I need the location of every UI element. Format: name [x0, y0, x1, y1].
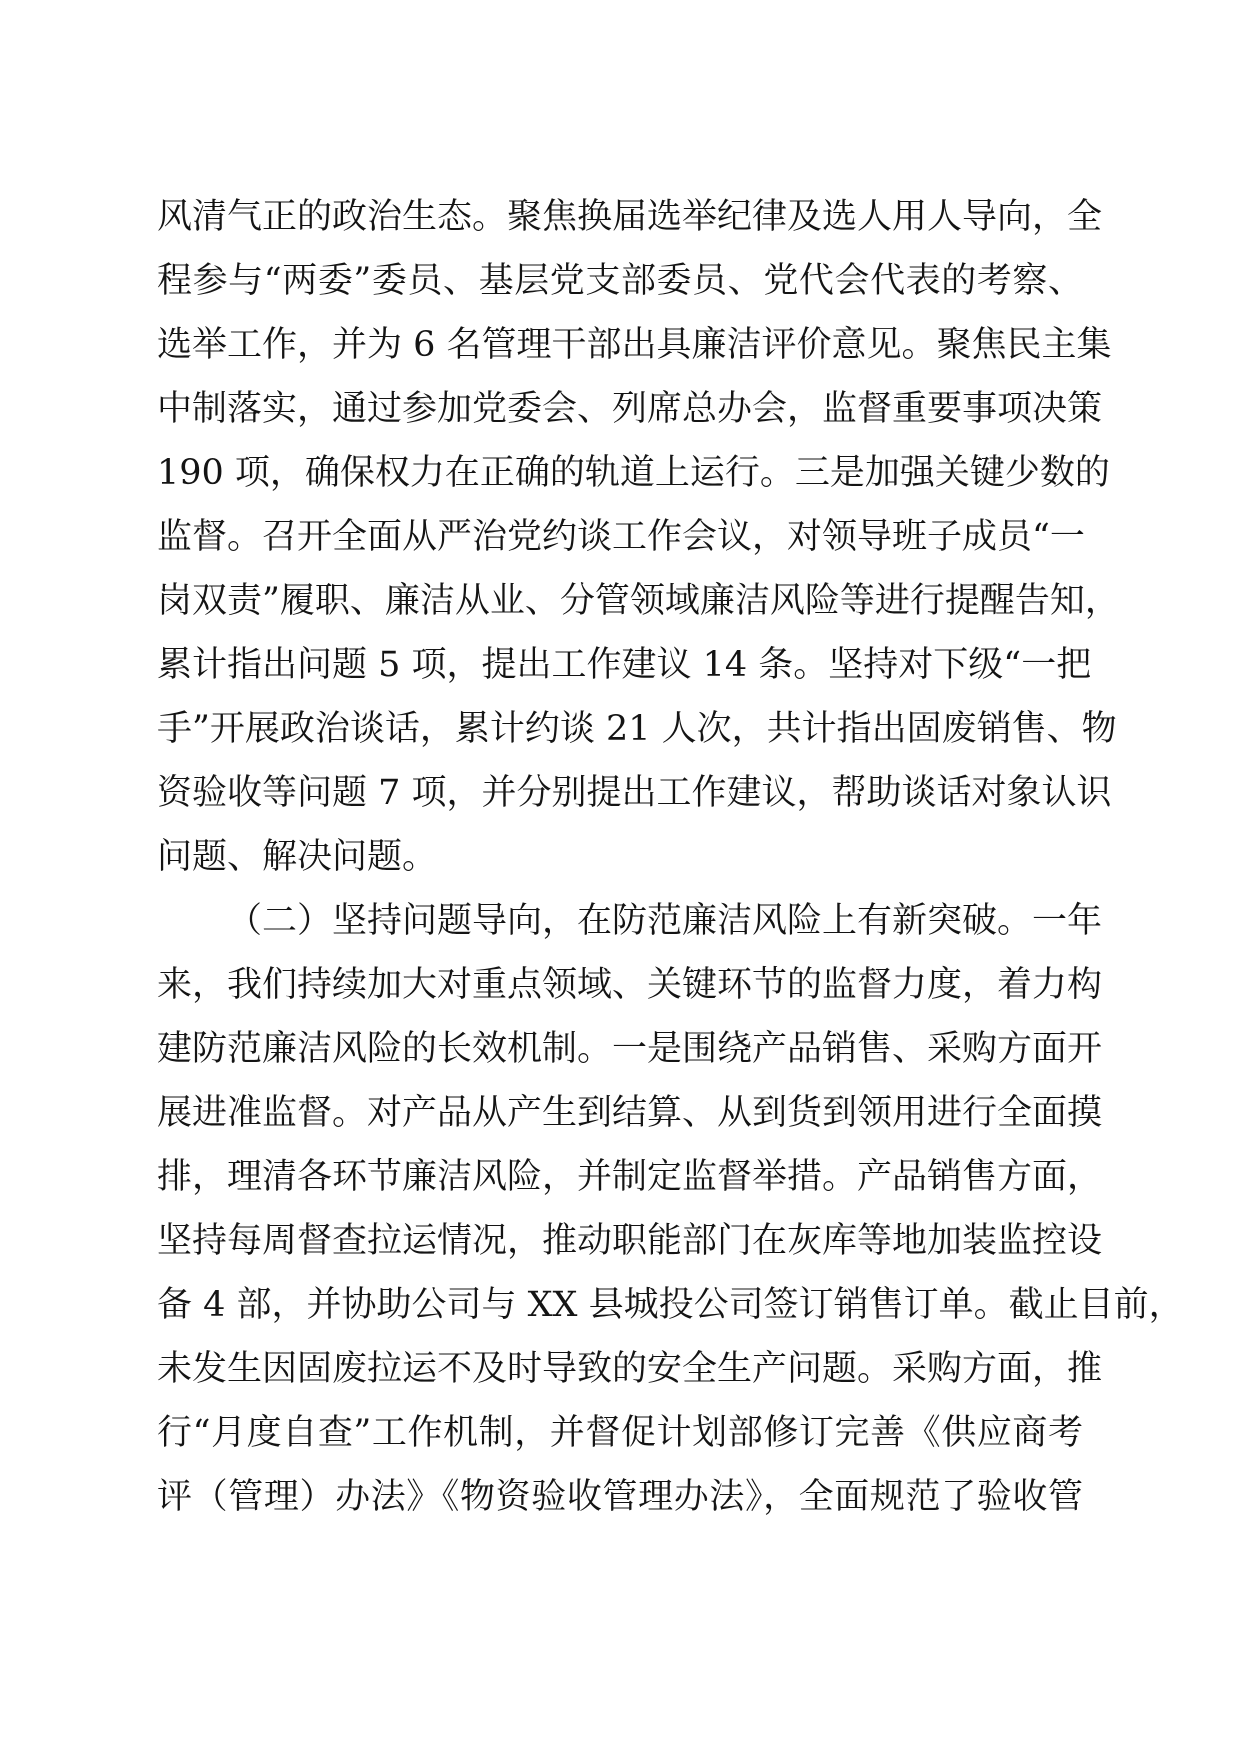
text-line: 坚持每周督查拉运情况，推动职能部门在灰库等地加装监控设	[157, 1221, 1103, 1261]
text-line: 来，我们持续加大对重点领域、关键环节的监督力度，着力构	[157, 965, 1103, 1005]
text-line: 展进准监督。对产品从产生到结算、从到货到领用进行全面摸	[157, 1093, 1103, 1133]
text-line: 评（管理）办法》《物资验收管理办法》，全面规范了验收管	[157, 1477, 1083, 1517]
text-line: 资验收等问题 7 项，并分别提出工作建议，帮助谈话对象认识	[157, 773, 1112, 813]
text-line: 排，理清各环节廉洁风险，并制定监督举措。产品销售方面，	[157, 1157, 1103, 1197]
body-text	[157, 185, 1184, 1529]
text-line: 选举工作，并为 6 名管理干部出具廉洁评价意见。聚焦民主集	[157, 325, 1112, 365]
text-line: 中制落实，通过参加党委会、列席总办会，监督重要事项决策	[157, 389, 1103, 429]
text-line: 建防范廉洁风险的长效机制。一是围绕产品销售、采购方面开	[157, 1029, 1103, 1069]
text-line: 程参与“两委”委员、基层党支部委员、党代会代表的考察、	[157, 261, 1083, 301]
text-line: 岗双责”履职、廉洁从业、分管领域廉洁风险等进行提醒告知，	[157, 581, 1120, 621]
text-line: 风清气正的政治生态。聚焦换届选举纪律及选人用人导向，全	[157, 197, 1103, 237]
text-line: 190 项，确保权力在正确的轨道上运行。三是加强关键少数的	[157, 453, 1110, 493]
text-line: 行“月度自查”工作机制，并督促计划部修订完善《供应商考	[157, 1413, 1083, 1453]
text-line: 未发生因固废拉运不及时导致的安全生产问题。采购方面，推	[157, 1349, 1103, 1389]
text-line: 手”开展政治谈话，累计约谈 21 人次，共计指出固废销售、物	[157, 709, 1117, 749]
text-line: 监督。召开全面从严治党约谈工作会议，对领导班子成员“一	[157, 517, 1085, 557]
text-line: 备 4 部，并协助公司与 XX 县城投公司签订销售订单。截止目前，	[157, 1285, 1184, 1325]
text-line: 累计指出问题 5 项，提出工作建议 14 条。坚持对下级“一把	[157, 645, 1092, 685]
text-line: 问题、解决问题。	[157, 837, 438, 877]
section-heading-line: （二）坚持问题导向，在防范廉洁风险上有新突破。一年	[227, 901, 1103, 941]
